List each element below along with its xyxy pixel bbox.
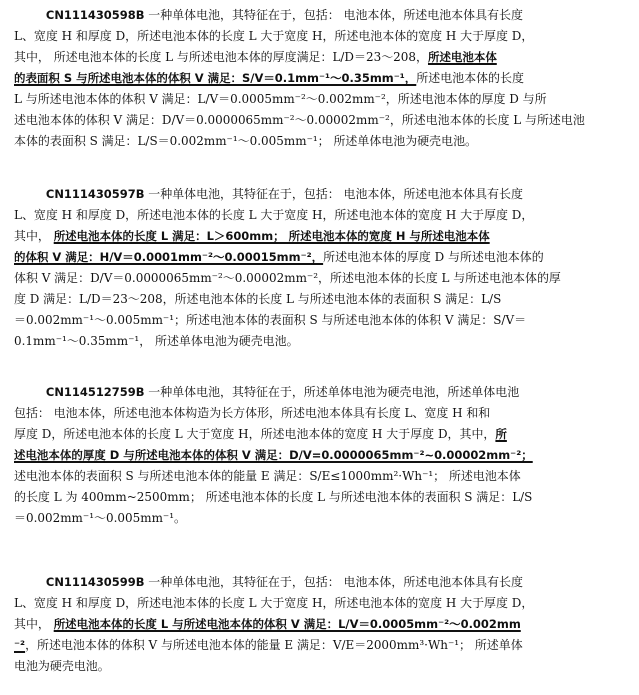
claim-text: 包括： 电池本体，所述电池本体构造为长方体形，所述电池本体具有长度 L、宽度 H 和和 [14,406,491,420]
highlighted-claim-text: ⁻² [14,638,26,652]
text-line [14,205,626,226]
text-line [14,268,626,289]
claim-text: 所述电池本体的厚度 D 与所述电池本体的 [323,250,544,264]
patent-number: CN111430598B [45,8,145,22]
claim-text: L、宽度 H 和厚度 D，所述电池本体的长度 L 大于宽度 H，所述电池本体的宽度 H 大于厚度 D， [14,596,534,610]
claim-text: 电池为硬壳电池。 [14,659,110,673]
claim-text: 厚度 D，所述电池本体的长度 L 大于宽度 H，所述电池本体的宽度 H 大于厚度 D，其中， [14,427,496,441]
text-line [14,289,626,310]
claim-text: 述电池本体的体积 V 满足：D/V＝0.0000065mm⁻²～0.00002mm⁻²，所述电池本体的长度 L 与所述电池 [14,113,585,127]
claim-text: L 与所述电池本体的体积 V 满足：L/V＝0.0005mm⁻²～0.002mm⁻²，所述电池本体的厚度 D 与所 [14,92,547,106]
claim-text: 一种单体电池，其特征在于，包括： 电池本体，所述电池本体具有长度 [144,187,523,201]
text-line [14,635,626,656]
text-line [14,89,626,110]
text-line [14,424,626,445]
text-line [14,382,626,403]
patent-number: CN114512759B [45,385,145,399]
claim-text: ＝0.002mm⁻¹～0.005mm⁻¹。 [14,511,186,525]
text-line [14,403,626,424]
highlighted-claim-text: 述电池本体的厚度 D 与所述电池本体的体积 V 满足：D/V=0.0000065mm⁻²~0.00002mm⁻²； [14,448,533,462]
text-line [14,5,626,26]
highlighted-claim-text: 的体积 V 满足：H/V＝0.0001mm⁻²～0.00015mm⁻²， [14,250,324,264]
text-line [14,110,626,131]
claim-text: 一种单体电池，其特征在于，包括： 电池本体，所述电池本体具有长度 [144,575,523,589]
highlighted-claim-text: 所述电池本体 [427,50,497,64]
text-line [14,310,626,331]
claim-text: 的长度 L 为 400mm~2500mm； 所述电池本体的长度 L 与所述电池本体的表面积 S 满足：L/S [14,490,533,504]
claim-entry-cn111430597b [14,184,628,352]
text-line [14,247,626,268]
claim-text: 述电池本体的表面积 S 与所述电池本体的能量 E 满足：S/E≤1000mm²·Wh⁻¹； 所述电池本体 [14,469,521,483]
claim-text: 其中， 所述电池本体的长度 L 与所述电池本体的厚度满足：L/D＝23～208， [14,50,428,64]
patent-number: CN111430599B [45,575,145,589]
text-line [14,26,626,47]
claim-text: 其中， [14,229,54,243]
claim-text: ，所述电池本体的体积 V 与所述电池本体的能量 E 满足：V/E＝2000mm³·Wh⁻¹； 所述单体 [25,638,523,652]
text-line [14,445,626,466]
text-line [14,331,626,352]
highlighted-claim-text: 所述电池本体的长度 L 满足：L＞600mm； 所述电池本体的宽度 H 与所述电池本体 [53,229,490,243]
text-line [14,466,626,487]
highlighted-claim-text: 所述电池本体的长度 L 与所述电池本体的体积 V 满足：L/V＝0.0005mm⁻²～0.002mm [53,617,521,631]
claim-entry-cn111430598b [14,5,628,152]
text-line [14,131,626,152]
highlighted-claim-text: 所 [495,427,507,441]
claim-text: 所述电池本体的长度 [416,71,524,85]
claim-entry-cn114512759b [14,382,628,529]
claim-text: 本体的表面积 S 满足：L/S＝0.002mm⁻¹～0.005mm⁻¹； 所述单体电池为硬壳电池。 [14,134,478,148]
claim-text: 0.1mm⁻¹～0.35mm⁻¹， 所述单体电池为硬壳电池。 [14,334,299,348]
text-line [14,572,626,593]
text-line [14,68,626,89]
claim-text: 度 D 满足：L/D＝23～208，所述电池本体的长度 L 与所述电池本体的表面积 S 满足：L/S [14,292,502,306]
text-line [14,508,626,529]
claim-text: 一种单体电池，其特征在于，包括： 电池本体，所述电池本体具有长度 [144,8,523,22]
claim-text: ＝0.002mm⁻¹～0.005mm⁻¹；所述电池本体的表面积 S 与所述电池本体的体积 V 满足：S/V＝ [14,313,527,327]
claim-text: L、宽度 H 和厚度 D，所述电池本体的长度 L 大于宽度 H，所述电池本体的宽度 H 大于厚度 D， [14,208,534,222]
text-line [14,614,626,635]
text-line [14,184,626,205]
text-line [14,593,626,614]
text-line [14,487,626,508]
claim-text: 一种单体电池，其特征在于，所述单体电池为硬壳电池，所述单体电池 [144,385,520,399]
claim-text: 体积 V 满足：D/V＝0.0000065mm⁻²～0.00002mm⁻²，所述电池本体的长度 L 与所述电池本体的厚 [14,271,561,285]
claim-text: L、宽度 H 和厚度 D，所述电池本体的长度 L 大于宽度 H，所述电池本体的宽度 H 大于厚度 D， [14,29,534,43]
claim-text: 其中， [14,617,54,631]
text-line [14,226,626,247]
text-line [14,47,626,68]
patent-number: CN111430597B [45,187,145,201]
claim-entry-cn111430599b [14,572,628,677]
highlighted-claim-text: 的表面积 S 与所述电池本体的体积 V 满足：S/V＝0.1mm⁻¹～0.35mm⁻¹， [14,71,417,85]
text-line [14,656,626,677]
